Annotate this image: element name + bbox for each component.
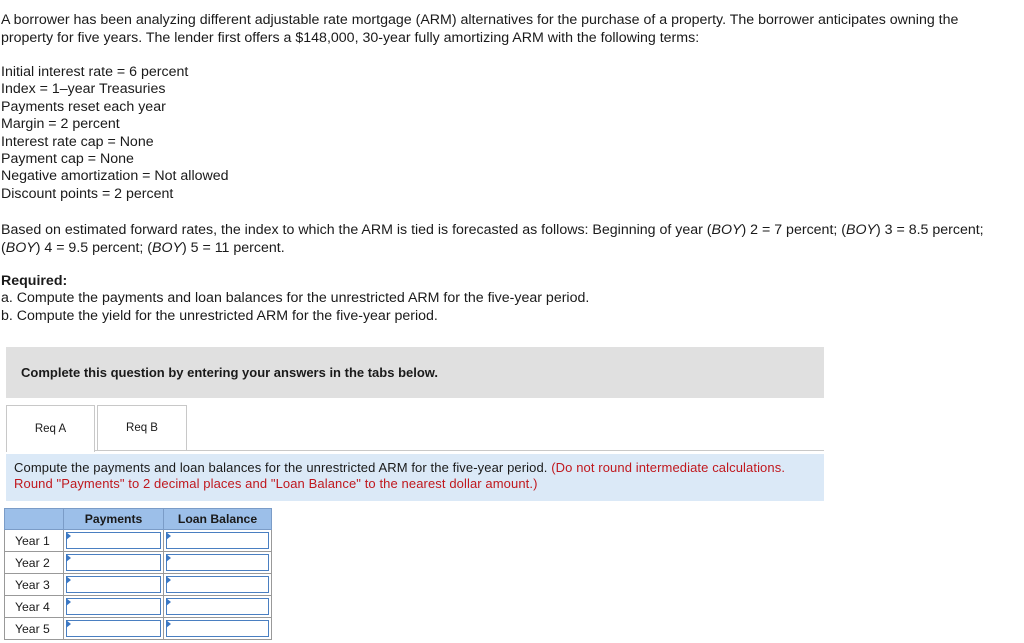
- boy-abbr: BOY: [5, 240, 36, 256]
- req-a-instructions: [6, 454, 824, 501]
- rounding-note: (Do not round intermediate calculations. Round "Payments" to 2 decimal places and "Loan Balance" to the nearest dollar amount.): [14, 460, 786, 491]
- forecast-text: Based on estimated forward rates, the index to which the ARM is tied is forecasted as follows: Beginning of year (: [1, 222, 712, 238]
- table-row: [4, 574, 272, 596]
- instructions-banner: Complete this question by entering your answers in the tabs below.: [6, 347, 824, 398]
- cell-payment-year-3: [64, 574, 164, 596]
- required-title: Required:: [1, 273, 68, 289]
- row-label-year-1: Year 1: [4, 530, 64, 552]
- payment-input-year-2[interactable]: [66, 554, 161, 571]
- payment-input-year-3[interactable]: [66, 576, 161, 593]
- instruction-text: Compute the payments and loan balances for the unrestricted ARM for the five-year period.: [14, 460, 552, 475]
- balance-input-year-3[interactable]: [166, 576, 269, 593]
- cell-payment-year-1: [64, 530, 164, 552]
- term-payment-cap: Payment cap = None: [1, 151, 134, 168]
- term-reset: Payments reset each year: [1, 98, 166, 115]
- balance-input-year-4[interactable]: [166, 598, 269, 615]
- header-payments: Payments: [64, 508, 164, 530]
- row-label-year-2: Year 2: [4, 552, 64, 574]
- tab-divider: [95, 450, 824, 451]
- cell-payment-year-5: [64, 618, 164, 640]
- balance-input-year-5[interactable]: [166, 620, 269, 637]
- cell-payment-year-4: [64, 596, 164, 618]
- required-part-b: b. Compute the yield for the unrestricted ARM for the five-year period.: [1, 307, 438, 324]
- term-margin: Margin = 2 percent: [1, 116, 120, 133]
- header-row: [4, 508, 272, 530]
- cell-balance-year-2: [164, 552, 272, 574]
- balance-input-year-2[interactable]: [166, 554, 269, 571]
- header-blank-cell: [4, 508, 64, 530]
- forecast-text: ) 5 = 11 percent.: [182, 240, 285, 256]
- forecast-text: ) 2 = 7 percent; (: [741, 222, 846, 238]
- cell-balance-year-3: [164, 574, 272, 596]
- term-discount-points: Discount points = 2 percent: [1, 185, 174, 202]
- cell-balance-year-5: [164, 618, 272, 640]
- table-row: [4, 552, 272, 574]
- term-initial-rate: Initial interest rate = 6 percent: [1, 64, 189, 80]
- required-part-a: a. Compute the payments and loan balances for the unrestricted ARM for the five-year period.: [1, 290, 590, 307]
- term-rate-cap: Interest rate cap = None: [1, 133, 154, 150]
- row-label-year-3: Year 3: [4, 574, 64, 596]
- boy-abbr: BOY: [846, 222, 876, 238]
- table-row: [4, 596, 272, 618]
- forecast-text: ) 4 = 9.5 percent; (: [35, 240, 153, 256]
- term-neg-amort: Negative amortization = Not allowed: [1, 168, 229, 185]
- table-row: [4, 530, 272, 552]
- cell-payment-year-2: [64, 552, 164, 574]
- payment-input-year-1[interactable]: [66, 532, 161, 549]
- tab-req-b[interactable]: Req B: [97, 405, 187, 451]
- payment-input-year-4[interactable]: [66, 598, 161, 615]
- balance-input-year-1[interactable]: [166, 532, 269, 549]
- boy-abbr: BOY: [152, 240, 182, 256]
- boy-abbr: BOY: [711, 222, 742, 238]
- forecast-text: ) 3 = 8.5 percent; (: [1, 222, 984, 256]
- tab-req-a[interactable]: Req A: [6, 405, 95, 452]
- arm-terms-list: [1, 64, 229, 203]
- answer-table: [4, 508, 272, 640]
- payment-input-year-5[interactable]: [66, 620, 161, 637]
- required-section: [1, 273, 589, 325]
- cell-balance-year-1: [164, 530, 272, 552]
- header-loan-balance: Loan Balance: [164, 508, 272, 530]
- cell-balance-year-4: [164, 596, 272, 618]
- row-label-year-5: Year 5: [4, 618, 64, 640]
- term-index: Index = 1–year Treasuries: [1, 81, 166, 98]
- table-row: [4, 618, 272, 640]
- row-label-year-4: Year 4: [4, 596, 64, 618]
- problem-intro: A borrower has been analyzing different adjustable rate mortgage (ARM) alternatives for the purchase of a property. The borrower anticipates owning the property for five years. The lender first offers a $148,000, 30-year fully amortizing ARM with the following terms:: [1, 12, 959, 46]
- index-forecast: [1, 221, 1011, 257]
